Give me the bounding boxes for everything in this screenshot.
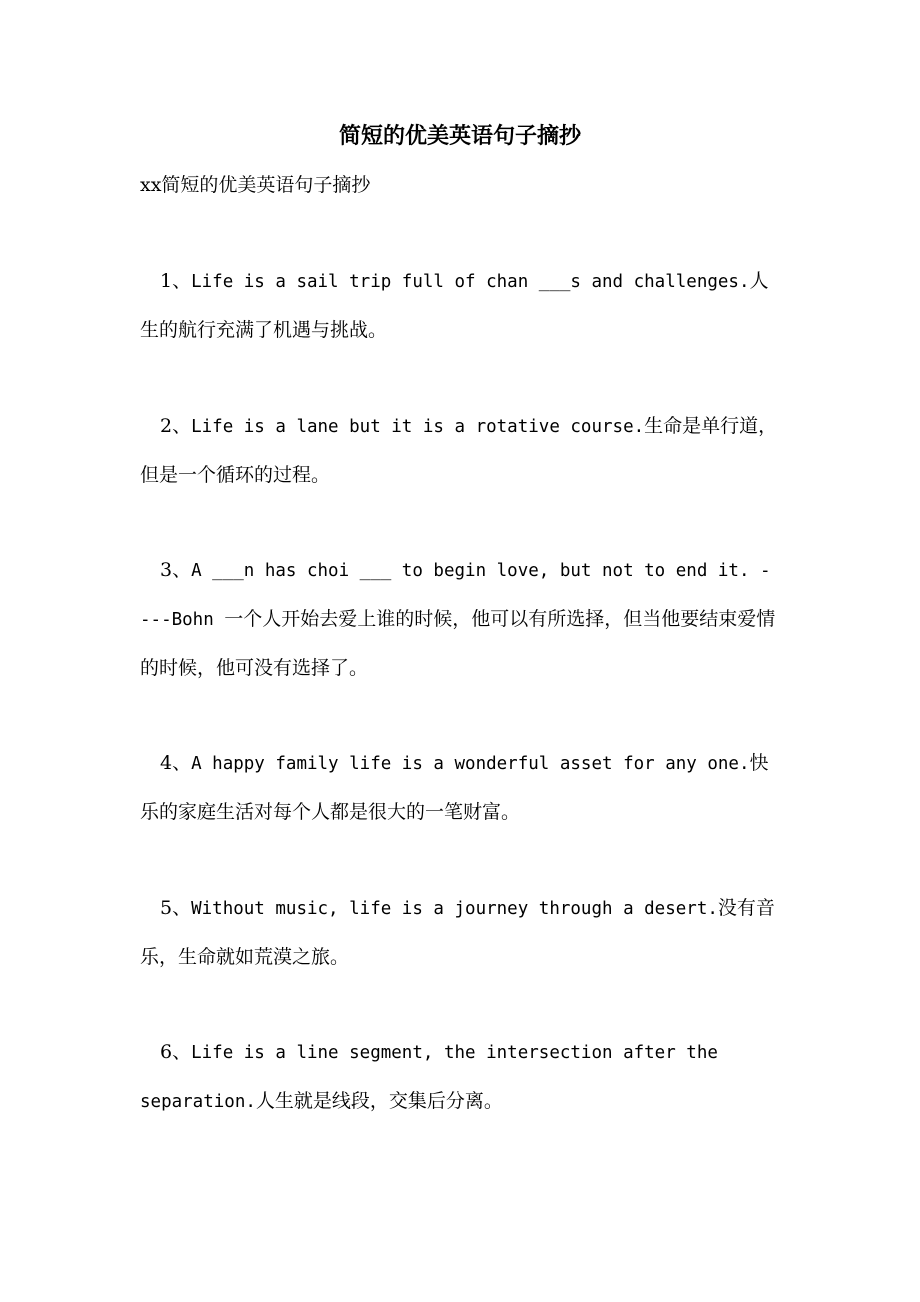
entry-chinese: 生命是单行道，但是一个循环的过程。: [140, 415, 778, 486]
entry-english: A ___n has choi ___ to begin love, but not to end it. ----Bohn: [140, 561, 771, 630]
entry-english: Life is a line segment, the intersection after the separation.: [140, 1043, 718, 1112]
entry-chinese: 快乐的家庭生活对每个人都是很大的一笔财富。: [140, 752, 769, 823]
entry-english: Without music, life is a journey through a desert.: [191, 899, 718, 919]
entry-chinese: 人生的航行充满了机遇与挑战。: [140, 270, 769, 341]
quote-entry-2: [140, 402, 780, 499]
entry-number: 3、: [160, 559, 192, 581]
quote-entry-4: [140, 739, 780, 836]
document-title: 简短的优美英语句子摘抄: [338, 123, 581, 149]
quote-entry-1: [140, 257, 780, 354]
quote-entry-5: [140, 884, 780, 981]
entry-number: 1、: [160, 270, 192, 292]
document-subtitle: xx简短的优美英语句子摘抄: [140, 174, 371, 196]
entry-english: A happy family life is a wonderful asset for any one.: [191, 754, 750, 774]
entry-chinese: 没有音乐，生命就如荒漠之旅。: [140, 897, 775, 968]
entry-english: Life is a lane but it is a rotative course.: [191, 417, 645, 437]
entry-number: 4、: [160, 752, 192, 774]
entry-chinese: 一个人开始去爱上谁的时候，他可以有所选择，但当他要结束爱情的时候，他可没有选择了。: [140, 608, 776, 679]
quote-entry-3: [140, 546, 780, 692]
entry-number: 6、: [160, 1041, 192, 1063]
quote-entry-6: [140, 1028, 780, 1126]
entry-chinese: 人生就是线段，交集后分离。: [255, 1090, 503, 1112]
entry-english: Life is a sail trip full of chan ___s and challenges.: [191, 272, 750, 292]
entry-number: 2、: [160, 415, 192, 437]
entry-number: 5、: [160, 897, 192, 919]
